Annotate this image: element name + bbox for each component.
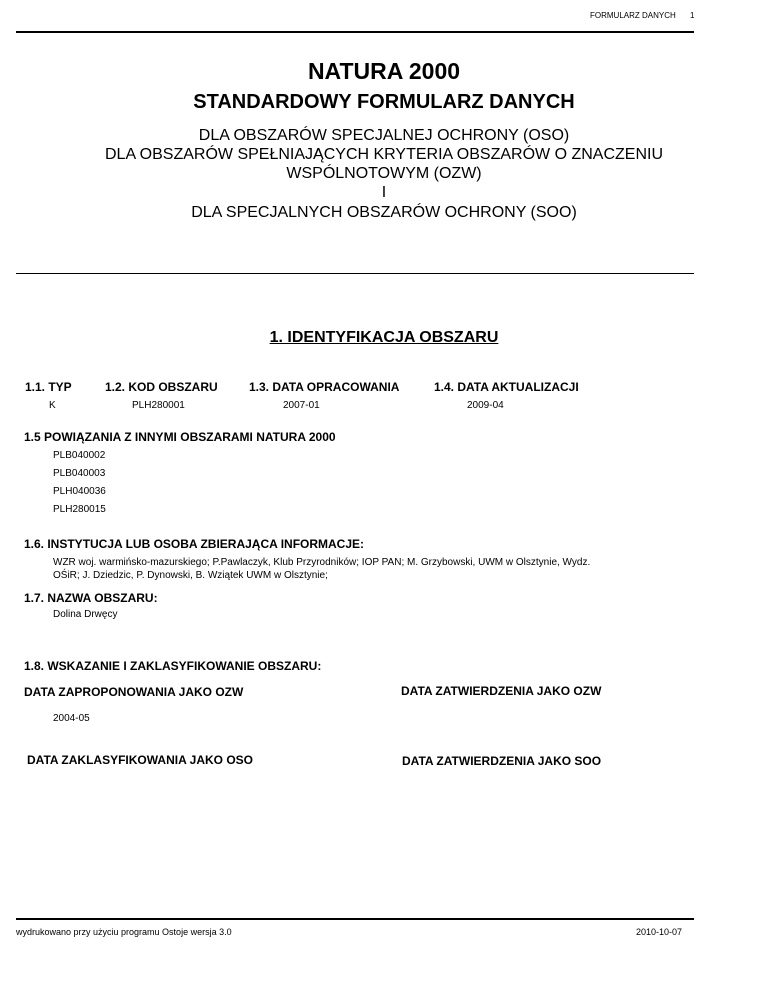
data-aktualizacji-label: 1.4. DATA AKTUALIZACJI	[434, 380, 579, 394]
data-zatwierdzenia-soo-label: DATA ZATWIERDZENIA JAKO SOO	[402, 754, 602, 768]
title-line-1: DLA OBSZARÓW SPECJALNEJ OCHRONY (OSO)	[198, 127, 570, 144]
instytucja-line-1: WZR woj. warmińsko-mazurskiego; P.Pawlaczyk, Klub Przyrodników; IOP PAN; M. Grzybowski, UWM w Olsztynie, Wydz.	[53, 557, 591, 568]
kod-value: PLH280001	[132, 400, 185, 411]
powiazanie-item: PLH040036	[53, 486, 106, 497]
title-line-2: DLA OBSZARÓW SPEŁNIAJĄCYCH KRYTERIA OBSZARÓW O ZNACZENIU	[104, 146, 664, 163]
title-rule	[16, 273, 694, 274]
footer-rule	[16, 918, 694, 920]
data-zatwierdzenia-ozw-label: DATA ZATWIERDZENIA JAKO OZW	[401, 684, 602, 698]
kod-label: 1.2. KOD OBSZARU	[105, 380, 218, 394]
footer-program-text: wydrukowano przy użyciu programu Ostoje wersja 3.0	[16, 927, 232, 937]
data-zaklasyfikowania-oso-label: DATA ZAKLASYFIKOWANIA JAKO OSO	[27, 753, 253, 767]
data-zaproponowania-ozw-value: 2004-05	[53, 713, 90, 724]
wskazanie-label: 1.8. WSKAZANIE I ZAKLASYFIKOWANIE OBSZARU:	[24, 659, 322, 673]
data-zaproponowania-ozw-label: DATA ZAPROPONOWANIA JAKO OZW	[24, 685, 244, 699]
title-line-4: I	[381, 184, 387, 201]
title-line-3: WSPÓLNOTOWYM (OZW)	[286, 165, 482, 182]
powiazania-label: 1.5 POWIĄZANIA Z INNYMI OBSZARAMI NATURA 2000	[24, 430, 336, 444]
typ-label: 1.1. TYP	[25, 380, 72, 394]
nazwa-value: Dolina Drwęcy	[53, 609, 118, 620]
footer-date: 2010-10-07	[636, 927, 683, 937]
page-number: 1	[690, 11, 695, 20]
typ-value: K	[49, 400, 56, 411]
data-aktualizacji-value: 2009-04	[467, 400, 504, 411]
header-form-label: FORMULARZ DANYCH	[590, 11, 676, 20]
title-line-5: DLA SPECJALNYCH OBSZARÓW OCHRONY (SOO)	[191, 204, 577, 221]
instytucja-label: 1.6. INSTYTUCJA LUB OSOBA ZBIERAJĄCA INFORMACJE:	[24, 537, 365, 551]
nazwa-label: 1.7. NAZWA OBSZARU:	[24, 591, 158, 605]
instytucja-line-2: OŚiR; J. Dziedzic, P. Dynowski, B. Wziątek UWM w Olsztynie;	[53, 570, 328, 581]
powiazanie-item: PLH280015	[53, 504, 106, 515]
header-rule	[16, 31, 694, 33]
section-title: 1. IDENTYFIKACJA OBSZARU	[269, 329, 499, 346]
powiazanie-item: PLB040002	[53, 450, 106, 461]
sub-title: STANDARDOWY FORMULARZ DANYCH	[193, 91, 575, 113]
data-opracowania-value: 2007-01	[283, 400, 320, 411]
data-opracowania-label: 1.3. DATA OPRACOWANIA	[249, 380, 400, 394]
main-title: NATURA 2000	[307, 58, 461, 84]
powiazanie-item: PLB040003	[53, 468, 106, 479]
